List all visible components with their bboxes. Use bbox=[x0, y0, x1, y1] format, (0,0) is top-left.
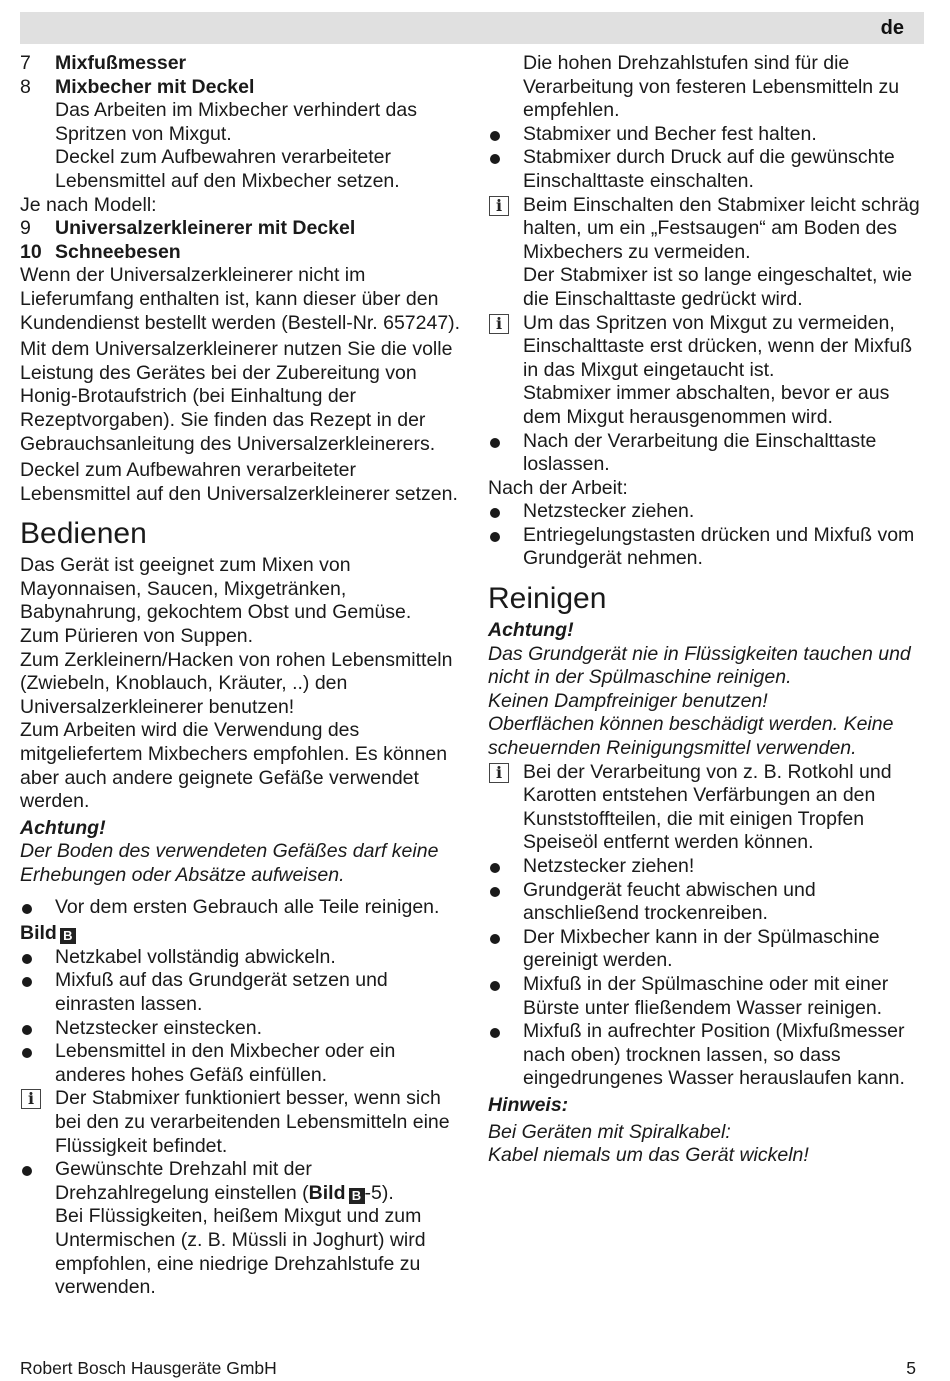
bullet-dot bbox=[488, 1020, 523, 1091]
list-item bbox=[20, 946, 468, 970]
list-item bbox=[20, 1040, 468, 1087]
bullet-dot bbox=[20, 946, 55, 970]
bullet-dot bbox=[488, 879, 523, 926]
bullet-dot bbox=[488, 123, 523, 147]
warning-text-3: Oberflächen können beschädigt werden. Keine scheuernden Reinigungsmittel verwenden. bbox=[488, 713, 894, 760]
right-column bbox=[488, 52, 928, 1168]
list-item-text: Der Mixbecher kann in der Spülmaschine gereinigt werden. bbox=[523, 925, 880, 972]
list-item-text: Netzstecker ziehen. bbox=[523, 500, 695, 523]
bullet-dot bbox=[488, 430, 523, 477]
list-item-text: Mixfuß auf das Grundgerät setzen und einrasten lassen. bbox=[55, 969, 388, 1015]
list-item-text: Netzkabel vollständig abwickeln. bbox=[55, 945, 336, 968]
after-work-label: Nach der Arbeit: bbox=[488, 476, 628, 499]
item-number: 9 bbox=[20, 217, 31, 240]
bullet-dot bbox=[488, 973, 523, 1020]
list-item-text: Mixfuß in der Spülmaschine oder mit einer Bürste unter fließendem Wasser reinigen. bbox=[523, 972, 889, 1019]
section-title-reinigen: Reinigen bbox=[488, 582, 607, 616]
parts-item-8 bbox=[20, 76, 468, 100]
footer-company: Robert Bosch Hausgeräte GmbH bbox=[20, 1358, 277, 1378]
warning-text-1: Das Grundgerät nie in Flüssigkeiten tauchen und nicht in der Spülmaschine reinigen. bbox=[488, 642, 911, 689]
left-column bbox=[20, 52, 468, 1300]
figure-reference bbox=[20, 922, 468, 946]
list-item bbox=[488, 855, 928, 879]
item-label: Mixbecher mit Deckel bbox=[55, 75, 255, 98]
info-note bbox=[488, 761, 928, 855]
bullet-dot bbox=[488, 500, 523, 524]
list-item-text: Entriegelungstasten drücken und Mixfuß vom Grundgerät nehmen. bbox=[523, 523, 915, 570]
info-note bbox=[488, 312, 928, 430]
info-note bbox=[488, 194, 928, 312]
section-title-bedienen: Bedienen bbox=[20, 517, 147, 551]
item-8-text-1: Das Arbeiten im Mixbecher verhindert das Spritzen von Mixgut. bbox=[55, 99, 417, 145]
bullet-dot bbox=[488, 855, 523, 879]
bullet-dot bbox=[488, 926, 523, 973]
parts-item-10 bbox=[20, 241, 468, 265]
info-icon: i bbox=[488, 194, 523, 312]
model-note: Je nach Modell: bbox=[20, 193, 157, 216]
list-item bbox=[488, 146, 928, 193]
page-number: 5 bbox=[906, 1358, 916, 1378]
speed-continuation: Die hohen Drehzahlstufen sind für die Verarbeitung von festeren Lebensmitteln zu empfehlen. bbox=[523, 52, 900, 122]
list-item bbox=[488, 123, 928, 147]
list-item bbox=[20, 1017, 468, 1041]
info-icon: i bbox=[488, 761, 523, 855]
list-item bbox=[488, 879, 928, 926]
list-item-text: Gewünschte Drehzahl mit der Drehzahlregelung einstellen (Bild B -5). bbox=[55, 1158, 394, 1204]
list-item-text: Mixfuß in aufrechter Position (Mixfußmesser nach oben) trocknen lassen, so dass eingedrungenes Wasser herauslaufen kann. bbox=[523, 1020, 905, 1090]
info-text: Um das Spritzen von Mixgut zu vermeiden, Einschalttaste erst drücken, wenn der Mixfuß in das Mixgut eingetaucht ist. Stabmixer immer abschalten, bevor er aus dem Mixgut herausgenommen wird. bbox=[523, 311, 913, 428]
language-code: de bbox=[880, 17, 904, 39]
paragraph-lid-info: Deckel zum Aufbewahren verarbeiteter Lebensmittel auf den Universalzerkleinerer setzen. bbox=[20, 459, 458, 505]
usage-text-3: Zum Zerkleinern/Hacken von rohen Lebensmitteln (Zwiebeln, Knoblauch, Kräuter, ..) den Universalzerkleinerer benutzen! bbox=[20, 648, 453, 718]
list-item-text: Nach der Verarbeitung die Einschalttaste loslassen. bbox=[523, 429, 877, 476]
list-item bbox=[20, 969, 468, 1016]
list-item-text: Vor dem ersten Gebrauch alle Teile reinigen. bbox=[55, 895, 440, 918]
info-icon: i bbox=[488, 312, 523, 430]
warning-text-2: Keinen Dampfreiniger benutzen! bbox=[488, 689, 768, 712]
list-item-text: Grundgerät feucht abwischen und anschließend trockenreiben. bbox=[523, 878, 816, 925]
bullet-dot bbox=[20, 969, 55, 1016]
item-8-text-2: Deckel zum Aufbewahren verarbeiteter Lebensmittel auf den Mixbecher setzen. bbox=[55, 146, 400, 192]
parts-item-7 bbox=[20, 52, 468, 76]
paragraph-order-info: Wenn der Universalzerkleinerer nicht im Lieferumfang enthalten ist, kann dieser über den Kundendienst bestellt werden (Bestell-Nr. 657247). bbox=[20, 264, 461, 334]
figure-label: Bild bbox=[20, 922, 57, 945]
list-item bbox=[20, 896, 468, 920]
list-item-text: Stabmixer durch Druck auf die gewünschte Einschalttaste einschalten. bbox=[523, 146, 895, 192]
figure-letter-badge: B bbox=[60, 928, 76, 944]
list-item-text: Netzstecker einstecken. bbox=[55, 1016, 263, 1039]
item-number: 7 bbox=[20, 52, 31, 74]
warning-text: Der Boden des verwendeten Gefäßes darf keine Erhebungen oder Absätze aufweisen. bbox=[20, 840, 439, 886]
note-text-2: Kabel niemals um das Gerät wickeln! bbox=[488, 1144, 809, 1167]
item-number: 10 bbox=[20, 240, 42, 263]
info-icon: i bbox=[20, 1087, 55, 1158]
item-number: 8 bbox=[20, 75, 31, 98]
parts-item-9 bbox=[20, 217, 468, 241]
usage-text-1: Das Gerät ist geeignet zum Mixen von Mayonnaisen, Saucen, Mixgetränken, Babynahrung, gekochtem Obst und Gemüse. bbox=[20, 554, 412, 624]
bullet-dot bbox=[20, 896, 55, 920]
figure-letter-badge: B bbox=[349, 1188, 365, 1204]
list-item bbox=[488, 1020, 928, 1091]
info-note bbox=[20, 1087, 468, 1158]
item-label: Schneebesen bbox=[55, 240, 181, 263]
bullet-dot bbox=[20, 1017, 55, 1041]
bullet-dot bbox=[20, 1040, 55, 1087]
warning-label: Achtung! bbox=[488, 619, 574, 642]
list-item bbox=[488, 430, 928, 477]
header-bar bbox=[20, 12, 924, 44]
info-text: Der Stabmixer funktioniert besser, wenn sich bei den zu verarbeitenden Lebensmitteln eine Flüssigkeit befindet. bbox=[55, 1087, 450, 1157]
info-text: Bei der Verarbeitung von z. B. Rotkohl und Karotten entstehen Verfärbungen an den Kunststoffteilen, die mit einigen Tropfen Speiseöl entfernt werden können. bbox=[523, 760, 892, 854]
list-item-text: Stabmixer und Becher fest halten. bbox=[523, 122, 817, 145]
note-text-1: Bei Geräten mit Spiralkabel: bbox=[488, 1120, 731, 1143]
note-label: Hinweis: bbox=[488, 1093, 569, 1116]
usage-text-2: Zum Pürieren von Suppen. bbox=[20, 625, 254, 648]
paragraph-chopper-info: Mit dem Universalzerkleinerer nutzen Sie die volle Leistung des Gerätes bei der Zubereitung von Honig-Brotaufstrich (bei Einhaltung der Rezeptvorgaben). Sie finden das Rezept in der Gebrauchsanleitung des Universalzerkleinerers. bbox=[20, 338, 453, 455]
item-label: Mixfußmesser bbox=[55, 52, 187, 74]
list-item bbox=[488, 926, 928, 973]
usage-text-4: Zum Arbeiten wird die Verwendung des mitgeliefertem Mixbechers empfohlen. Es können aber auch andere geignete Gefäße verwendet werden. bbox=[20, 719, 448, 813]
warning-label: Achtung! bbox=[20, 816, 106, 839]
list-item bbox=[488, 524, 928, 571]
bullet-dot bbox=[488, 524, 523, 571]
speed-recommendation: Bei Flüssigkeiten, heißem Mixgut und zum Untermischen (z. B. Müssli in Joghurt) wird empfohlen, eine niedrige Drehzahlstufe zu verwenden. bbox=[55, 1205, 426, 1299]
list-item bbox=[488, 500, 928, 524]
list-item bbox=[488, 973, 928, 1020]
info-text: Beim Einschalten den Stabmixer leicht schräg halten, um ein „Festsaugen“ am Boden des Mixbechers zu vermeiden. Der Stabmixer ist so lange eingeschaltet, wie die Einschalttaste gedrückt wird. bbox=[523, 193, 920, 310]
list-item-text: Lebensmittel in den Mixbecher oder ein anderes hohes Gefäß einfüllen. bbox=[55, 1040, 396, 1086]
list-item bbox=[20, 1158, 468, 1205]
list-item-text: Netzstecker ziehen! bbox=[523, 855, 695, 877]
bullet-dot bbox=[20, 1158, 55, 1205]
item-label: Universalzerkleinerer mit Deckel bbox=[55, 217, 356, 240]
bullet-dot bbox=[488, 146, 523, 193]
